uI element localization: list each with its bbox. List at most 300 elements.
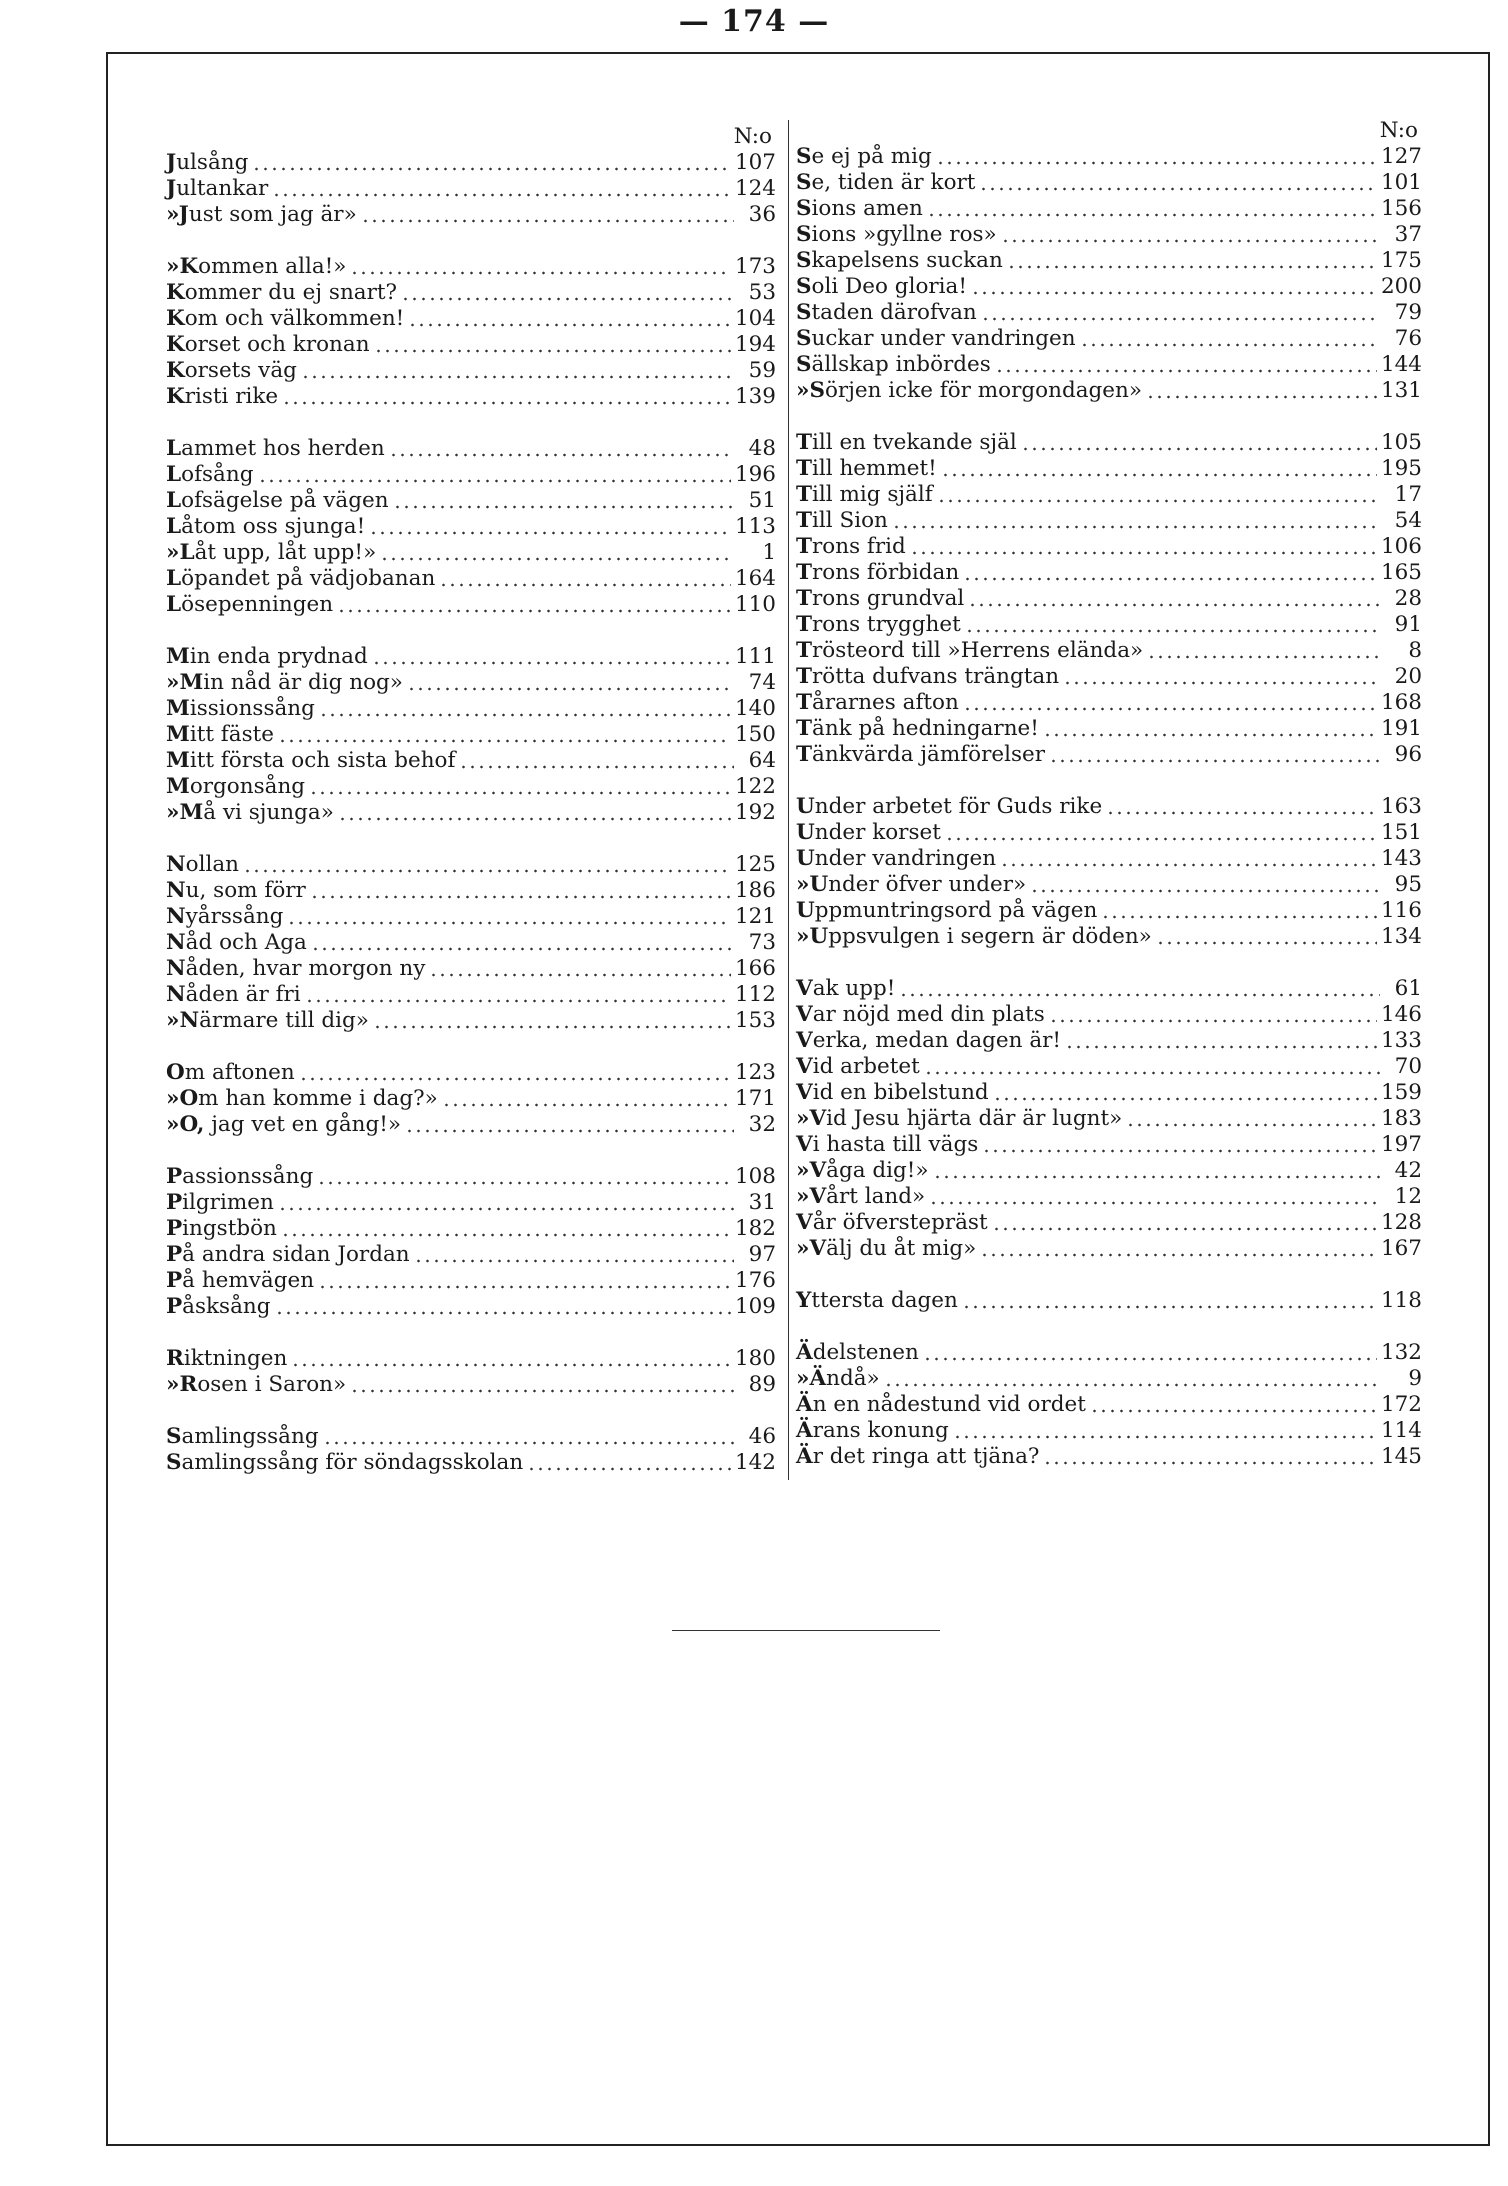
- hymn-number: 151: [1380, 820, 1422, 845]
- entry-group: [166, 150, 776, 228]
- index-entry: [796, 1158, 1422, 1184]
- hymn-number: 159: [1380, 1080, 1422, 1105]
- page-number: — 174 —: [678, 4, 830, 39]
- hymn-number: 140: [734, 696, 776, 721]
- hymn-title: Påsksång: [166, 1294, 271, 1319]
- left-entry-groups: [166, 150, 776, 1476]
- hymn-title: Kommer du ej snart?: [166, 280, 398, 305]
- hymn-number: 192: [734, 800, 776, 825]
- hymn-title: »Ändå»: [796, 1366, 880, 1391]
- dot-leader: [1001, 239, 1380, 243]
- index-entry: [166, 800, 776, 826]
- index-entry: [166, 280, 776, 306]
- hymn-number: 76: [1394, 326, 1422, 351]
- hymn-number: 172: [1380, 1392, 1422, 1417]
- dot-leader: [1043, 1461, 1377, 1465]
- dot-leader: [369, 531, 731, 535]
- index-entry: [166, 332, 776, 358]
- hymn-title: »Under öfver under»: [796, 872, 1027, 897]
- index-entry: [796, 196, 1422, 222]
- dot-leader: [393, 505, 734, 509]
- hymn-number: 180: [734, 1346, 776, 1371]
- index-entry: [166, 1372, 776, 1398]
- hymn-number: 113: [734, 514, 776, 539]
- dot-leader: [373, 1025, 731, 1029]
- hymn-title: »Våga dig!»: [796, 1158, 929, 1183]
- hymn-title: Mitt fäste: [166, 722, 274, 747]
- dot-leader: [252, 167, 731, 171]
- hymn-title: Sions amen: [796, 196, 923, 221]
- dot-leader: [884, 1383, 1380, 1387]
- index-entry: [796, 274, 1422, 300]
- dot-leader: [1049, 759, 1380, 763]
- dot-leader: [414, 1259, 734, 1263]
- dot-leader: [1146, 395, 1377, 399]
- hymn-number: 196: [734, 462, 776, 487]
- index-entry: [796, 1106, 1422, 1132]
- dot-leader: [350, 271, 731, 275]
- closing-rule: [672, 1630, 940, 1631]
- hymn-number: 110: [734, 592, 776, 617]
- dot-leader: [981, 317, 1380, 321]
- dot-leader: [962, 1305, 1377, 1309]
- hymn-title: Under korset: [796, 820, 941, 845]
- hymn-number: 146: [1380, 1002, 1422, 1027]
- hymn-number: 109: [734, 1294, 776, 1319]
- hymn-title: Vak upp!: [796, 976, 896, 1001]
- dot-leader: [527, 1467, 731, 1471]
- hymn-number: 165: [1380, 560, 1422, 585]
- index-entry: [166, 514, 776, 540]
- hymn-number: 122: [734, 774, 776, 799]
- hymn-number: 96: [1394, 742, 1422, 767]
- index-entry: [166, 1346, 776, 1372]
- hymn-number: 125: [734, 852, 776, 877]
- index-entry: [166, 358, 776, 384]
- hymn-title: Pingstbön: [166, 1216, 277, 1241]
- hymn-number: 101: [1380, 170, 1422, 195]
- index-entry: [166, 1424, 776, 1450]
- dot-leader: [1080, 343, 1380, 347]
- dot-leader: [1000, 863, 1377, 867]
- dot-leader: [1021, 447, 1377, 451]
- index-entry: [166, 1112, 776, 1138]
- hymn-title: Tänkvärda jämförelser: [796, 742, 1046, 767]
- hymn-title: »Vårt land»: [796, 1184, 926, 1209]
- hymn-title: Kristi rike: [166, 384, 279, 409]
- dot-leader: [924, 1071, 1380, 1075]
- index-entry: [166, 1450, 776, 1476]
- hymn-title: Vi hasta till vägs: [796, 1132, 979, 1157]
- dot-leader: [936, 161, 1377, 165]
- hymn-number: 134: [1380, 924, 1422, 949]
- dot-leader: [1090, 1409, 1377, 1413]
- hymn-number: 121: [734, 904, 776, 929]
- hymn-number: 116: [1380, 898, 1422, 923]
- hymn-title: Till Sion: [796, 508, 888, 533]
- dot-leader: [372, 661, 731, 665]
- index-entry: [166, 956, 776, 982]
- hymn-number: 167: [1380, 1236, 1422, 1261]
- index-entry: [796, 846, 1422, 872]
- dot-leader: [459, 765, 734, 769]
- index-entry: [166, 1086, 776, 1112]
- hymn-title: Nåden, hvar morgon ny: [166, 956, 426, 981]
- hymn-title: Om aftonen: [166, 1060, 295, 1085]
- hymn-number: 36: [748, 202, 776, 227]
- index-entry: [166, 774, 776, 800]
- hymn-title: Passionssång: [166, 1164, 314, 1189]
- index-entry: [796, 534, 1422, 560]
- entry-group: [166, 1060, 776, 1138]
- hymn-title: Nåd och Aga: [166, 930, 307, 955]
- number-column-header: N:o: [1379, 118, 1418, 143]
- hymn-title: Till hemmet!: [796, 456, 937, 481]
- hymn-number: 132: [1380, 1340, 1422, 1365]
- hymn-title: Var nöjd med din plats: [796, 1002, 1045, 1027]
- hymn-number: 164: [734, 566, 776, 591]
- dot-leader: [408, 323, 731, 327]
- dot-leader: [993, 1097, 1377, 1101]
- hymn-title: »Sörjen icke för morgondagen»: [796, 378, 1143, 403]
- hymn-number: 51: [748, 488, 776, 513]
- hymn-title: Är det ringa att tjäna?: [796, 1444, 1040, 1469]
- dot-leader: [272, 193, 731, 197]
- index-entry: [796, 222, 1422, 248]
- hymn-title: Trons förbidan: [796, 560, 960, 585]
- hymn-title: »Rosen i Saron»: [166, 1372, 347, 1397]
- dot-leader: [287, 921, 731, 925]
- hymn-number: 53: [748, 280, 776, 305]
- hymn-number: 128: [1380, 1210, 1422, 1235]
- hymn-number: 17: [1394, 482, 1422, 507]
- dot-leader: [963, 577, 1377, 581]
- hymn-title: »Just som jag är»: [166, 202, 357, 227]
- index-entry: [796, 1184, 1422, 1210]
- hymn-number: 79: [1394, 300, 1422, 325]
- index-entry: [796, 508, 1422, 534]
- index-entry: [166, 670, 776, 696]
- hymn-number: 46: [748, 1424, 776, 1449]
- hymn-number: 175: [1380, 248, 1422, 273]
- dot-leader: [1106, 811, 1377, 815]
- hymn-title: Korset och kronan: [166, 332, 370, 357]
- hymn-title: Vid arbetet: [796, 1054, 920, 1079]
- index-entry: [796, 742, 1422, 768]
- index-entry: [166, 1190, 776, 1216]
- index-entry: [796, 1340, 1422, 1366]
- dot-leader: [1101, 915, 1377, 919]
- dot-leader: [275, 1311, 731, 1315]
- hymn-number: 123: [734, 1060, 776, 1085]
- dot-leader: [1063, 681, 1380, 685]
- hymn-title: »Uppsvulgen i segern är döden»: [796, 924, 1152, 949]
- dot-leader: [318, 1285, 731, 1289]
- right-entry-groups: [796, 144, 1422, 1470]
- hymn-title: »Vid Jesu hjärta där är lugnt»: [796, 1106, 1123, 1131]
- dot-leader: [1043, 733, 1377, 737]
- hymn-title: Missionssång: [166, 696, 315, 721]
- hymn-number: 183: [1380, 1106, 1422, 1131]
- number-column-header: N:o: [733, 124, 772, 149]
- dot-leader: [1030, 889, 1380, 893]
- index-entry: [796, 690, 1422, 716]
- index-entry: [796, 248, 1422, 274]
- index-entry: [796, 326, 1422, 352]
- index-entry: [796, 300, 1422, 326]
- dot-leader: [945, 837, 1377, 841]
- dot-leader: [401, 297, 734, 301]
- hymn-number: 8: [1408, 638, 1422, 663]
- hymn-number: 28: [1394, 586, 1422, 611]
- index-entry: [166, 202, 776, 228]
- index-entry: [796, 560, 1422, 586]
- index-entry: [166, 1060, 776, 1086]
- hymn-number: 112: [734, 982, 776, 1007]
- hymn-title: »Må vi sjunga»: [166, 800, 334, 825]
- index-entry: [166, 306, 776, 332]
- index-entry: [796, 638, 1422, 664]
- dot-leader: [899, 993, 1380, 997]
- index-entry: [796, 352, 1422, 378]
- dot-leader: [405, 1129, 734, 1133]
- index-entry: [166, 1216, 776, 1242]
- index-entry: [796, 898, 1422, 924]
- index-entry: [796, 716, 1422, 742]
- dot-leader: [310, 895, 731, 899]
- dot-leader: [317, 1181, 731, 1185]
- hymn-number: 156: [1380, 196, 1422, 221]
- dot-leader: [278, 1207, 734, 1211]
- hymn-title: »O, jag vet en gång!»: [166, 1112, 402, 1137]
- hymn-number: 168: [1380, 690, 1422, 715]
- hymn-title: Suckar under vandringen: [796, 326, 1076, 351]
- entry-group: [796, 1340, 1422, 1470]
- hymn-title: På hemvägen: [166, 1268, 315, 1293]
- hymn-number: 89: [748, 1372, 776, 1397]
- hymn-title: Morgonsång: [166, 774, 306, 799]
- hymn-number: 171: [734, 1086, 776, 1111]
- hymn-number: 95: [1394, 872, 1422, 897]
- hymn-number: 32: [748, 1112, 776, 1137]
- hymn-number: 9: [1408, 1366, 1422, 1391]
- index-entry: [166, 722, 776, 748]
- dot-leader: [299, 1077, 731, 1081]
- index-entry: [166, 384, 776, 410]
- dot-leader: [937, 499, 1380, 503]
- hymn-number: 195: [1380, 456, 1422, 481]
- index-entry: [796, 1444, 1422, 1470]
- dot-leader: [311, 947, 734, 951]
- hymn-number: 12: [1394, 1184, 1422, 1209]
- index-entry: [166, 852, 776, 878]
- hymn-number: 64: [748, 748, 776, 773]
- dot-leader: [971, 291, 1377, 295]
- index-entry: [166, 644, 776, 670]
- dot-leader: [982, 1149, 1377, 1153]
- hymn-number: 74: [748, 670, 776, 695]
- index-entry: [796, 872, 1422, 898]
- entry-group: [796, 794, 1422, 950]
- index-entry: [796, 1210, 1422, 1236]
- hymn-title: Trons trygghet: [796, 612, 961, 637]
- hymn-number: 54: [1394, 508, 1422, 533]
- hymn-number: 163: [1380, 794, 1422, 819]
- dot-leader: [980, 1253, 1377, 1257]
- index-entry: [166, 488, 776, 514]
- hymn-number: 48: [748, 436, 776, 461]
- hymn-title: Nyårssång: [166, 904, 284, 929]
- hymn-title: Yttersta dagen: [796, 1288, 958, 1313]
- dot-leader: [338, 817, 731, 821]
- hymn-number: 97: [748, 1242, 776, 1267]
- dot-leader: [941, 473, 1377, 477]
- hymn-title: Nollan: [166, 852, 240, 877]
- dot-leader: [337, 609, 731, 613]
- right-index-column: [796, 118, 1422, 1496]
- hymn-title: Trösteord till »Herrens elända»: [796, 638, 1144, 663]
- hymn-title: Riktningen: [166, 1346, 288, 1371]
- hymn-title: Korsets väg: [166, 358, 297, 383]
- hymn-title: Sions »gyllne ros»: [796, 222, 997, 247]
- hymn-title: Ädelstenen: [796, 1340, 919, 1365]
- index-entry: [166, 1008, 776, 1034]
- index-entry: [796, 924, 1422, 950]
- hymn-number: 143: [1380, 846, 1422, 871]
- dot-leader: [992, 1227, 1377, 1231]
- dot-leader: [361, 219, 734, 223]
- dot-leader: [374, 349, 731, 353]
- hymn-number: 104: [734, 306, 776, 331]
- index-entry: [166, 150, 776, 176]
- index-entry: [166, 1164, 776, 1190]
- index-entry: [166, 696, 776, 722]
- index-entry: [796, 1132, 1422, 1158]
- hymn-title: Under arbetet för Guds rike: [796, 794, 1103, 819]
- index-entry: [166, 566, 776, 592]
- hymn-title: »Närmare till dig»: [166, 1008, 369, 1033]
- dot-leader: [927, 213, 1377, 217]
- hymn-title: Sällskap inbördes: [796, 352, 991, 377]
- hymn-title: »Min nåd är dig nog»: [166, 670, 403, 695]
- entry-group: [166, 1346, 776, 1398]
- index-entry: [796, 1366, 1422, 1392]
- dot-leader: [301, 375, 734, 379]
- index-entry: [166, 462, 776, 488]
- hymn-title: Låtom oss sjunga!: [166, 514, 366, 539]
- hymn-title: »Om han komme i dag?»: [166, 1086, 438, 1111]
- index-entry: [796, 1418, 1422, 1444]
- index-entry: [166, 904, 776, 930]
- hymn-title: Samlingssång: [166, 1424, 319, 1449]
- hymn-title: »Välj du åt mig»: [796, 1236, 977, 1261]
- index-entry: [796, 820, 1422, 846]
- index-entry: [166, 540, 776, 566]
- dot-leader: [281, 1233, 731, 1237]
- entry-group: [796, 976, 1422, 1262]
- hymn-number: 139: [734, 384, 776, 409]
- hymn-title: Julsång: [166, 150, 249, 175]
- dot-leader: [243, 869, 731, 873]
- hymn-title: Min enda prydnad: [166, 644, 368, 669]
- hymn-number: 142: [734, 1450, 776, 1475]
- hymn-number: 73: [748, 930, 776, 955]
- dot-leader: [439, 583, 731, 587]
- hymn-title: Lösepenningen: [166, 592, 334, 617]
- index-entry: [796, 612, 1422, 638]
- hymn-number: 173: [734, 254, 776, 279]
- hymn-title: Till mig själf: [796, 482, 933, 507]
- hymn-number: 108: [734, 1164, 776, 1189]
- index-entry: [796, 1236, 1422, 1262]
- hymn-title: På andra sidan Jordan: [166, 1242, 410, 1267]
- dot-leader: [1049, 1019, 1377, 1023]
- hymn-title: Trons grundval: [796, 586, 965, 611]
- dot-leader: [291, 1363, 731, 1367]
- hymn-title: Vår öfverstepräst: [796, 1210, 988, 1235]
- index-entry: [796, 1288, 1422, 1314]
- dot-leader: [923, 1357, 1377, 1361]
- index-entry: [166, 1242, 776, 1268]
- index-entry: [796, 1054, 1422, 1080]
- dot-leader: [933, 1175, 1380, 1179]
- hymn-number: 200: [1380, 274, 1422, 299]
- hymn-number: 182: [734, 1216, 776, 1241]
- entry-group: [166, 254, 776, 410]
- hymn-title: Trons frid: [796, 534, 906, 559]
- entry-group: [796, 1288, 1422, 1314]
- hymn-number: 166: [734, 956, 776, 981]
- hymn-title: »Kommen alla!»: [166, 254, 347, 279]
- dot-leader: [258, 479, 731, 483]
- index-entry: [166, 878, 776, 904]
- dot-leader: [968, 603, 1380, 607]
- hymn-title: Nåden är fri: [166, 982, 301, 1007]
- hymn-title: Under vandringen: [796, 846, 997, 871]
- hymn-number: 131: [1380, 378, 1422, 403]
- index-entry: [166, 436, 776, 462]
- index-entry: [796, 1002, 1422, 1028]
- index-entry: [166, 982, 776, 1008]
- entry-group: [796, 430, 1422, 768]
- index-entry: [796, 456, 1422, 482]
- index-entry: [796, 430, 1422, 456]
- hymn-number: 127: [1380, 144, 1422, 169]
- hymn-number: 186: [734, 878, 776, 903]
- hymn-title: Lofsägelse på vägen: [166, 488, 389, 513]
- index-entry: [796, 170, 1422, 196]
- index-entry: [796, 144, 1422, 170]
- hymn-number: 37: [1394, 222, 1422, 247]
- dot-leader: [389, 453, 734, 457]
- hymn-title: Mitt första och sista behof: [166, 748, 456, 773]
- dot-leader: [278, 739, 731, 743]
- hymn-number: 145: [1380, 1444, 1422, 1469]
- hymn-title: Pilgrimen: [166, 1190, 274, 1215]
- index-entry: [796, 586, 1422, 612]
- hymn-number: 105: [1380, 430, 1422, 455]
- hymn-number: 118: [1380, 1288, 1422, 1313]
- hymn-number: 124: [734, 176, 776, 201]
- index-entry: [166, 748, 776, 774]
- hymn-title: Samlingssång för söndagsskolan: [166, 1450, 524, 1475]
- index-entry: [166, 1294, 776, 1320]
- hymn-title: Se ej på mig: [796, 144, 932, 169]
- entry-group: [166, 436, 776, 618]
- hymn-number: 133: [1380, 1028, 1422, 1053]
- hymn-title: »Låt upp, låt upp!»: [166, 540, 377, 565]
- dot-leader: [1126, 1123, 1377, 1127]
